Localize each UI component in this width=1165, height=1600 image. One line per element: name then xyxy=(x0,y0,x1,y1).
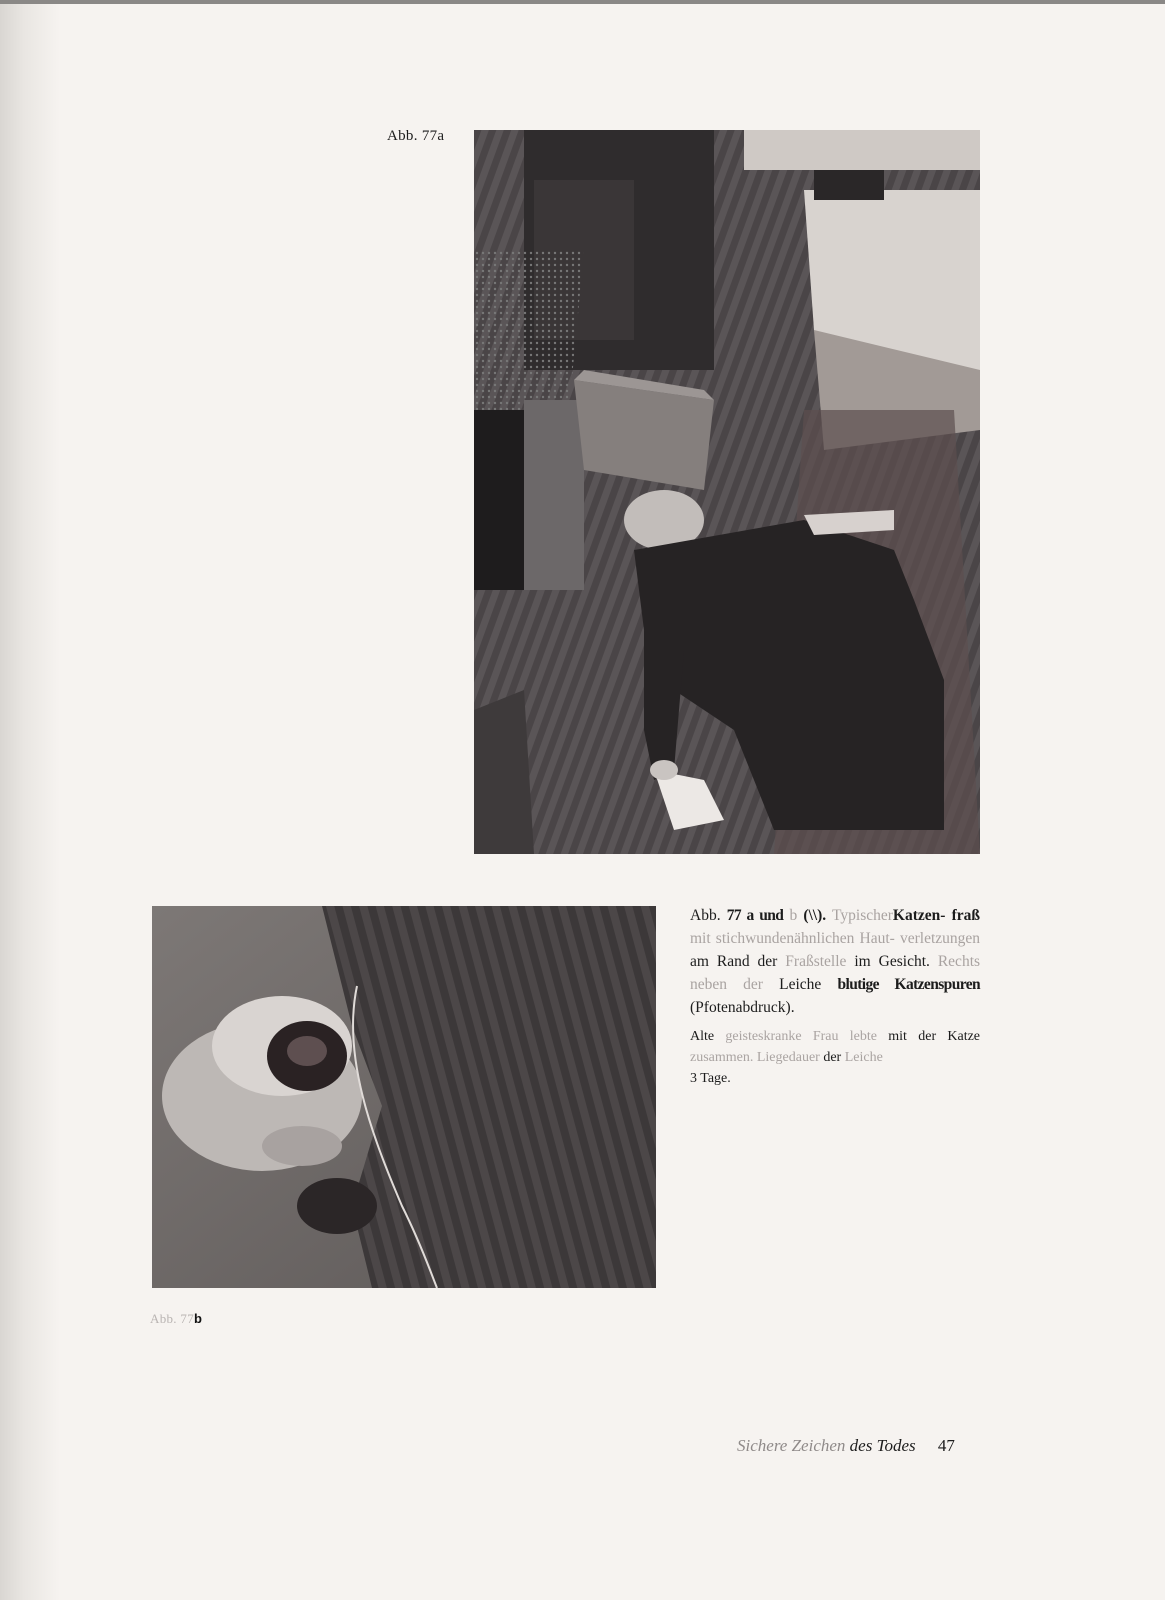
note-t7: 3 Tage. xyxy=(690,1071,731,1086)
page-top-edge xyxy=(0,0,1165,4)
caption-text-4: Fraßstelle xyxy=(785,953,847,970)
caption-text-5: im Gesicht. xyxy=(854,953,930,970)
figure-b-photo xyxy=(152,906,656,1288)
photo-scene-body-on-floor-icon xyxy=(474,130,980,854)
figure-b-label-prefix: Abb. 77 xyxy=(150,1311,194,1326)
caption-bold-2: blutige Katzenspuren xyxy=(837,976,981,993)
page-number: 47 xyxy=(937,1436,955,1455)
caption-text-7: Leiche xyxy=(779,976,822,993)
caption-paren: (\\). xyxy=(803,907,827,924)
note-t6: Leiche xyxy=(844,1050,883,1065)
caption-text-8: (Pfotenabdruck). xyxy=(690,999,795,1016)
figure-b-label xyxy=(150,1311,202,1327)
caption-prefix: Abb. xyxy=(690,907,721,924)
caption-text-3: am Rand der xyxy=(690,953,778,970)
page-footer xyxy=(737,1436,955,1456)
figure-caption xyxy=(690,904,980,1019)
caption-ref: 77 a und xyxy=(726,907,784,924)
caption-ref-b: b xyxy=(789,907,798,924)
figure-b-label-suffix: b xyxy=(194,1311,203,1326)
figure-a-photo xyxy=(474,130,980,854)
note-t5: der xyxy=(823,1050,842,1065)
page-binding-shadow xyxy=(0,0,60,1600)
photo-face-closeup-icon xyxy=(152,906,656,1288)
caption-text-1: mit stichwundenähnlichen Haut- xyxy=(690,930,895,947)
note-t2: geisteskranke Frau lebte xyxy=(725,1029,877,1044)
caption-typischer: Typischer xyxy=(832,907,893,924)
caption-title-b: fraß xyxy=(951,907,980,924)
figure-note xyxy=(690,1026,980,1089)
note-t1: Alte xyxy=(690,1029,715,1044)
note-t3: mit der Katze xyxy=(888,1029,981,1044)
footer-part1: Sichere Zeichen xyxy=(737,1436,846,1455)
caption-text-6: Rechts neben der xyxy=(690,953,981,993)
note-t4: zusammen. Liegedauer xyxy=(690,1050,820,1065)
caption-text-2: verletzungen xyxy=(899,930,981,947)
footer-part2: des Todes xyxy=(849,1436,916,1455)
figure-a-label: Abb. 77a xyxy=(387,128,445,144)
caption-title-a: Katzen- xyxy=(892,907,946,924)
